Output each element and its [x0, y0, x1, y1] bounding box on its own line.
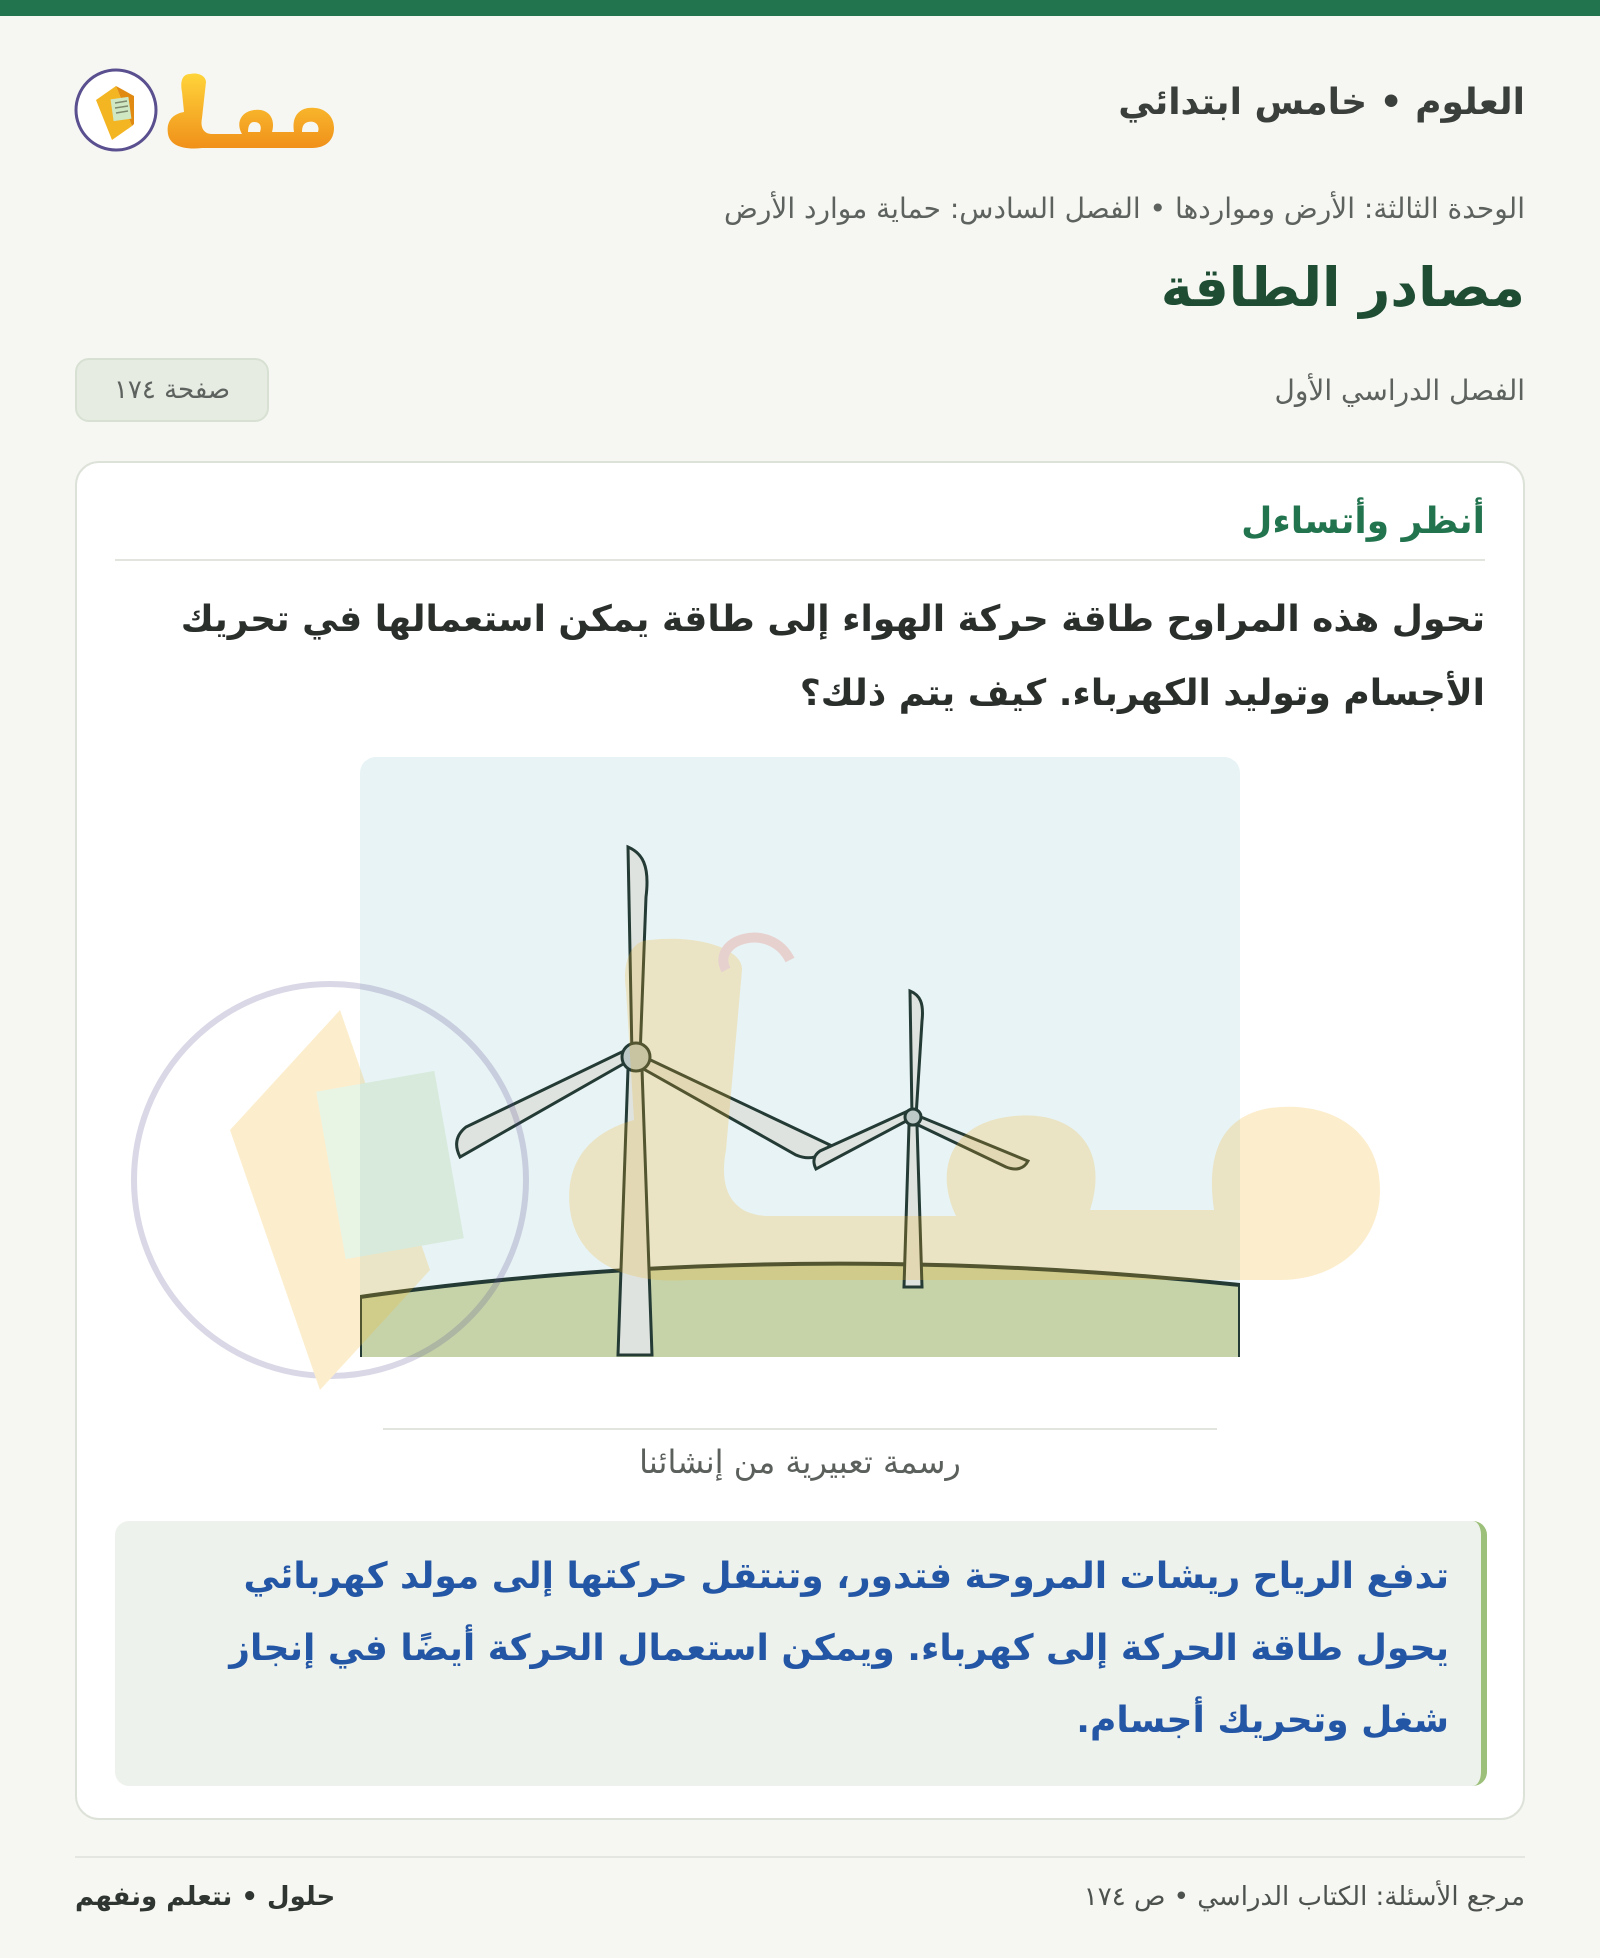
section-heading: أنظر وأتساءل [1241, 501, 1485, 542]
page-title: مصادر الطاقة [1160, 256, 1525, 319]
caption-divider [383, 1428, 1217, 1430]
answer-box [115, 1521, 1487, 1786]
wind-turbines-illustration [360, 757, 1240, 1357]
page-number-badge: صفحة ١٧٤ [75, 358, 269, 422]
illustration-caption: رسمة تعبيرية من إنشائنا [639, 1443, 961, 1481]
breadcrumb: الوحدة الثالثة: الأرض ومواردها • الفصل السادس: حماية موارد الأرض [723, 192, 1525, 225]
hulul-logo[interactable] [72, 52, 342, 162]
semester-label: الفصل الدراسي الأول [1274, 374, 1525, 407]
subject-grade: العلوم • خامس ابتدائي [1118, 82, 1525, 123]
question-text: تحول هذه المراوح طاقة حركة الهواء إلى طاقة يمكن استعمالها في تحريك الأجسام وتوليد الكهرباء. كيف يتم ذلك؟ [180, 599, 1485, 714]
top-accent-bar [0, 0, 1600, 16]
footer-brand[interactable]: حلول • نتعلم ونفهم [75, 1882, 336, 1912]
answer-text: تدفع الرياح ريشات المروحة فتدور، وتنتقل حركتها إلى مولد كهربائي يحول طاقة الحركة إلى كهرباء. ويمكن استعمال الحركة أيضًا في إنجاز شغل وتحريك أجسام. [229, 1556, 1449, 1741]
section-divider [115, 559, 1485, 561]
footer-reference: مرجع الأسئلة: الكتاب الدراسي • ص ١٧٤ [1083, 1882, 1525, 1912]
footer-divider [75, 1856, 1525, 1858]
content-card [75, 461, 1525, 1820]
